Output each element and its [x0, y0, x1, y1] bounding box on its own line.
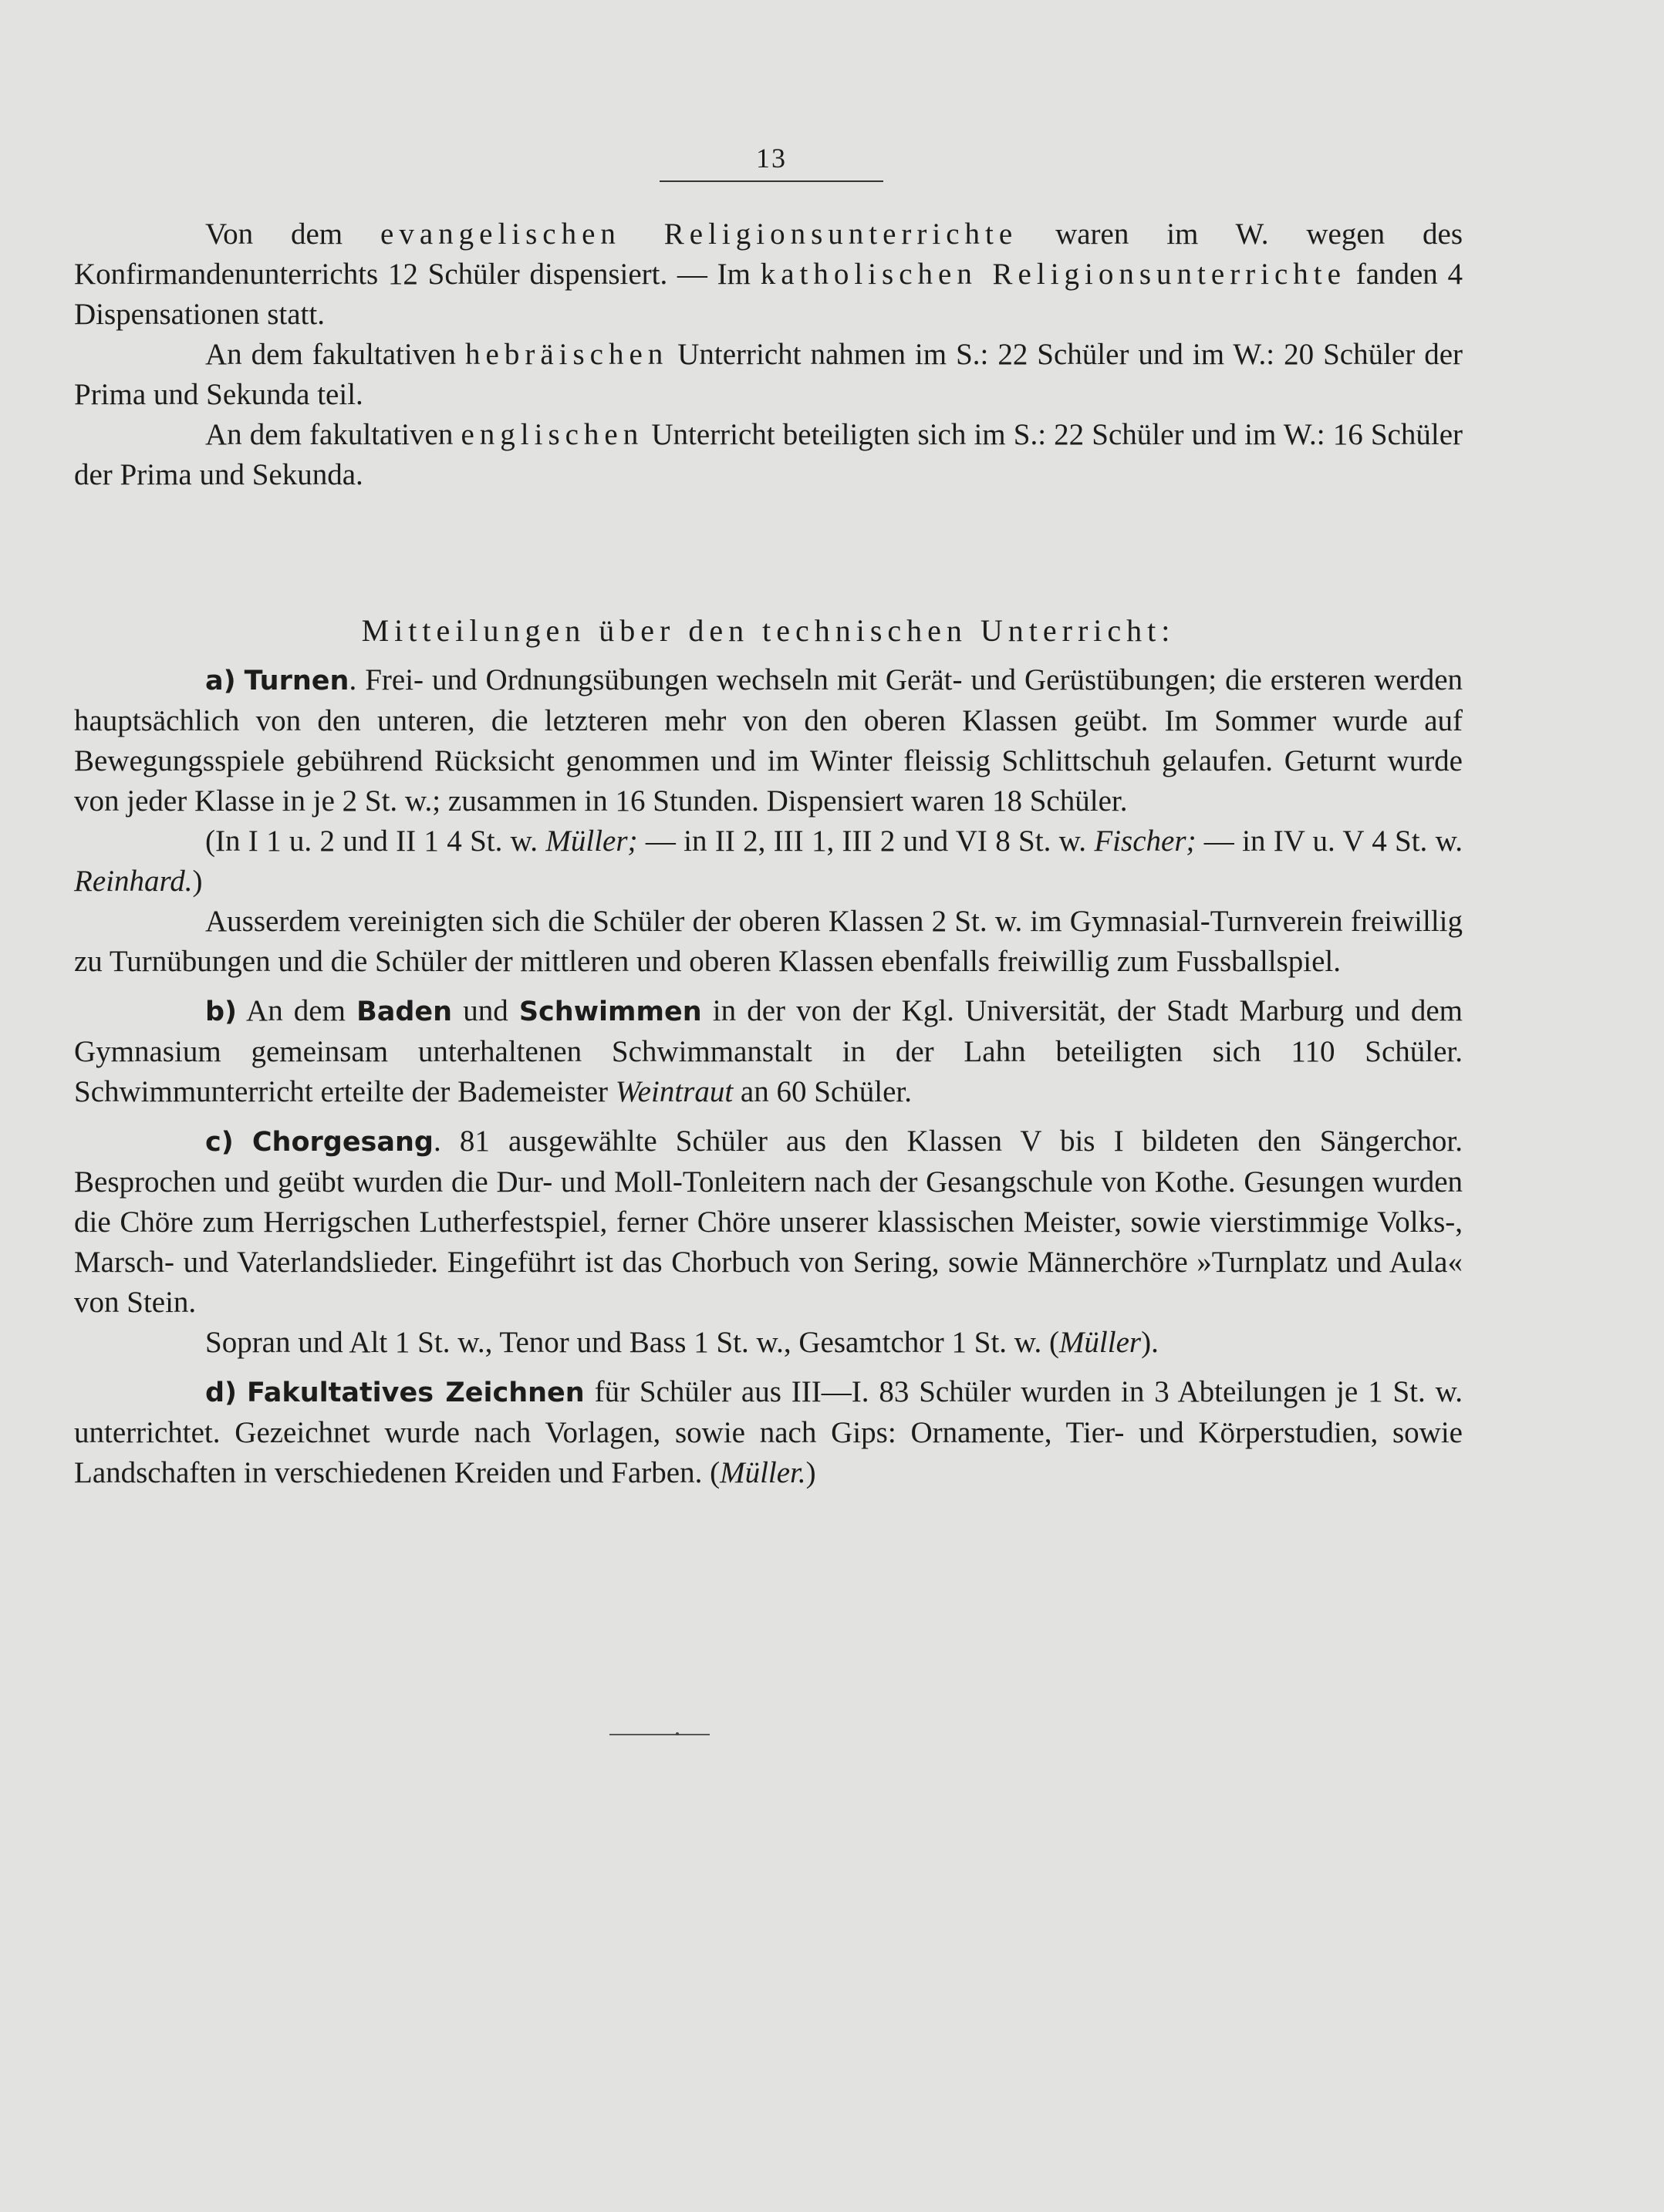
text-run: waren im W. wegen des Konfirmandenunterrichts 12 Schüler dispensiert. — Im	[74, 217, 1463, 291]
spaced-term: evangelischen Religionsunterrichte	[380, 217, 1018, 251]
item-title: Schwimmen	[518, 996, 702, 1027]
teacher-name: Weintraut	[615, 1075, 734, 1108]
text-run: Sopran und Alt 1 St. w., Tenor und Bass 1 St. w., Gesamtchor 1 St. w. (	[205, 1326, 1059, 1359]
item-label: a)	[205, 666, 236, 696]
text-run: . 81 ausgewählte Schüler aus den Klassen V bis I bildeten den Sängerchor. Besprochen und geübt wurden die Dur- und Moll-Tonleitern nach der Gesangschule von Kothe. Gesungen wurden die Chöre zum Herrigschen Lutherfestspiel, ferner Chöre unserer klassischen Meister, sowie vierstimmige Volks-, Marsch- und Vaterlandslieder. Eingeführt ist das Chorbuch von Sering, sowie Männerchöre »Turnplatz und Aula« von Stein.	[74, 1125, 1463, 1319]
text-run: Unterricht beteiligten sich im S.: 22 Schüler und im W.: 16 Schüler der Prima und Sekunda.	[74, 418, 1463, 491]
text-run: — in IV u. V 4 St. w.	[1196, 824, 1463, 858]
item-label: b)	[205, 996, 238, 1027]
text-run: An dem fakultativen	[205, 338, 466, 371]
item-title: Chorgesang	[251, 1127, 434, 1158]
teacher-name: Müller.	[720, 1456, 806, 1489]
paragraph-turnen-teachers	[74, 821, 1463, 902]
spaced-term: katholischen Religionsunterrichte	[760, 258, 1346, 291]
paragraph-chorgesang-schedule	[74, 1323, 1463, 1363]
page-number: 13	[756, 143, 787, 174]
paragraph-chorgesang	[74, 1121, 1463, 1323]
paragraph-turnen	[74, 660, 1463, 821]
text-run: Unterricht nahmen im S.: 22 Schüler und im W.: 20 Schüler der Prima und Sekunda teil.	[74, 338, 1463, 411]
text-run: (In I 1 u. 2 und II 1 4 St. w.	[205, 824, 546, 858]
item-title: Fakultatives Zeichnen	[246, 1377, 585, 1408]
text-run: . Frei- und Ordnungsübungen wechseln mit Gerät- und Gerüstübungen; die ersteren werden hauptsächlich von den unteren, die letzteren mehr von den oberen Klassen geübt. Im Sommer wurde auf Bewegungsspiele gebührend Rücksicht genommen und im Winter fleissig Schlittschuh gelaufen. Geturnt wurde von jeder Klasse in je 2 St. w.; zusammen in 16 Stunden. Dispensiert waren 18 Schüler.	[74, 663, 1463, 818]
paragraph-hebrew	[74, 335, 1463, 415]
teacher-name: Reinhard.	[74, 865, 193, 898]
paragraph-english	[74, 415, 1463, 495]
text-run: an 60 Schüler.	[733, 1075, 912, 1108]
item-label: c)	[205, 1127, 234, 1158]
text-run: in der von der Kgl. Universität, der Stadt Marburg und dem Gymnasium gemeinsam unterhaltenen Schwimmanstalt in der Lahn beteiligten sich 110 Schüler. Schwimmunterricht erteilte der Bademeister	[74, 994, 1463, 1108]
teacher-name: Fischer;	[1094, 824, 1197, 858]
paragraph-turnverein: Ausserdem vereinigten sich die Schüler der oberen Klassen 2 St. w. im Gymnasial-Turnverein freiwillig zu Turnübungen und die Schüler der mittleren und oberen Klassen ebenfalls freiwillig zum Fussballspiel.	[74, 905, 1463, 978]
paragraph-zeichnen	[74, 1372, 1463, 1493]
text-run: Von dem	[205, 217, 381, 251]
item-label: d)	[205, 1377, 238, 1408]
main-text	[74, 214, 1463, 1493]
end-divider	[609, 1734, 710, 1735]
text-run: ).	[1141, 1326, 1159, 1359]
spaced-term: englischen	[461, 418, 644, 451]
spaced-term: hebräischen	[465, 338, 669, 371]
text-run: An dem fakultativen	[205, 418, 461, 451]
text-run: An dem	[237, 994, 357, 1027]
teacher-name: Müller;	[545, 824, 638, 858]
item-title: Baden	[356, 996, 453, 1027]
page-number-rule	[660, 180, 883, 182]
text-run: — in II 2, III 1, III 2 und VI 8 St. w.	[637, 824, 1095, 858]
text-run: )	[192, 865, 203, 898]
text-run: und	[452, 994, 519, 1027]
teacher-name: Müller	[1058, 1326, 1142, 1359]
paragraph-baden	[74, 991, 1463, 1112]
text-run: für Schüler aus III—I. 83 Schüler wurden in 3 Abteilungen je 1 St. w. unterrichtet. Gezeichnet wurde nach Vorlagen, sowie nach Gips: Ornamente, Tier- und Körperstudien, sowie Landschaften in verschiedenen Kreiden und Farben. (	[74, 1375, 1463, 1489]
item-title: Turnen	[244, 666, 349, 696]
text-run: fanden 4 Dispensationen statt.	[74, 258, 1463, 331]
text-run: )	[805, 1456, 816, 1489]
section-heading: Mitteilungen über den technischen Unterricht:	[361, 613, 1176, 648]
paragraph-religion-dispensation	[74, 214, 1463, 335]
